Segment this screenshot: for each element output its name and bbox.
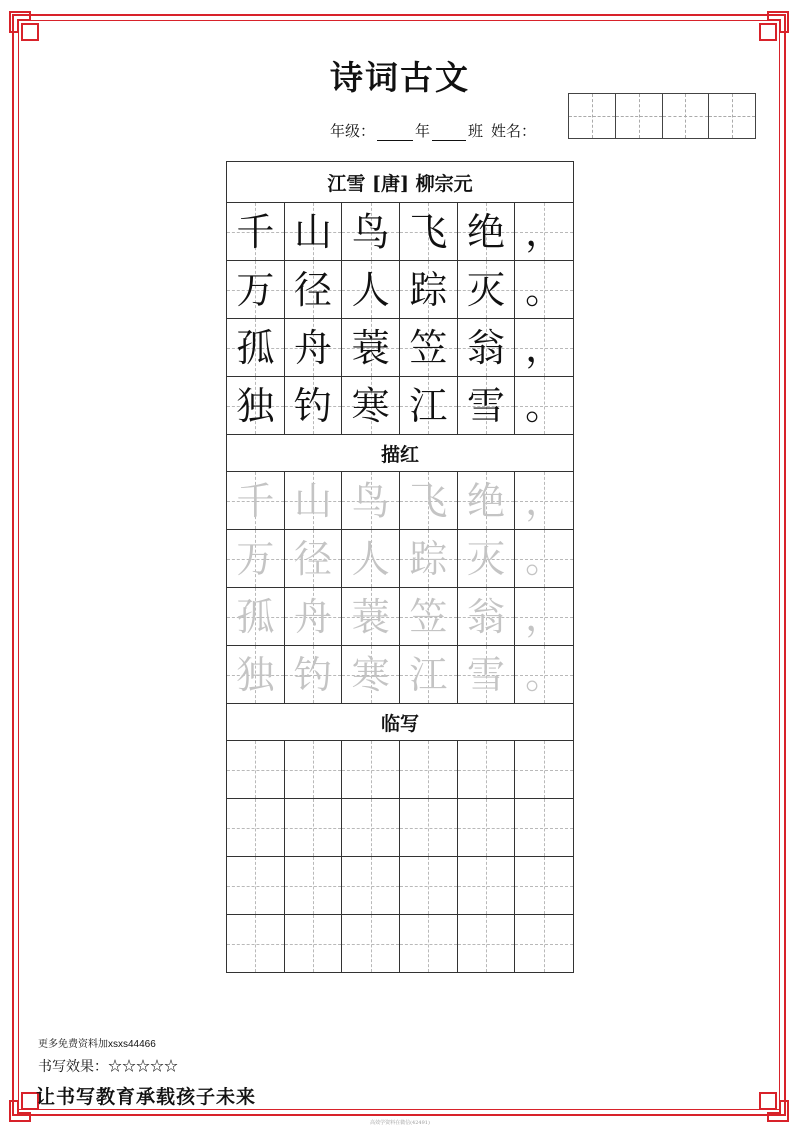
tian-grid-cell — [515, 319, 573, 376]
student-info-line — [330, 120, 536, 141]
tian-grid-cell — [458, 646, 516, 703]
writing-effect-rating — [38, 1056, 178, 1076]
tian-grid-cell[interactable] — [515, 915, 573, 972]
poem-character: 蓑 — [351, 325, 390, 370]
corner-ornament-icon — [754, 1087, 790, 1123]
poem-character: 山 — [294, 209, 333, 254]
poem-character: 寒 — [351, 383, 390, 428]
tian-grid-cell — [285, 203, 343, 260]
tian-grid-cell[interactable] — [285, 741, 343, 798]
poem-character: 。 — [525, 383, 564, 428]
poem-line-row — [227, 377, 573, 435]
grade-blank[interactable] — [377, 125, 413, 141]
poem-character: 人 — [351, 267, 390, 312]
poem-character: 独 — [236, 652, 275, 697]
practice-grid — [227, 741, 573, 972]
class-blank[interactable] — [432, 125, 466, 141]
tian-grid-cell — [285, 319, 343, 376]
tian-grid-cell — [515, 261, 573, 318]
tian-grid-cell — [515, 377, 573, 434]
poem-character: 翁 — [467, 594, 506, 639]
poem-character: 江 — [409, 383, 448, 428]
poem-character: 蓑 — [351, 594, 390, 639]
poem-character: 千 — [236, 209, 275, 254]
tiny-footer-text: 高效学资料在微信(42491) — [370, 1120, 430, 1126]
trace-line-row — [227, 530, 573, 588]
poem-character: 人 — [351, 536, 390, 581]
tian-grid-cell[interactable] — [400, 741, 458, 798]
poem-character: 飞 — [409, 478, 448, 523]
name-cell[interactable] — [569, 94, 616, 138]
tian-grid-cell — [342, 261, 400, 318]
poem-character: 绝 — [467, 209, 506, 254]
poem-line-row — [227, 203, 573, 261]
tian-grid-cell — [227, 646, 285, 703]
tian-grid-cell[interactable] — [515, 741, 573, 798]
tian-grid-cell — [342, 530, 400, 587]
tian-grid-cell[interactable] — [515, 857, 573, 914]
tian-grid-cell[interactable] — [458, 741, 516, 798]
poem-character: 千 — [236, 478, 275, 523]
poem-character: 万 — [236, 536, 275, 581]
practice-line-row — [227, 857, 573, 915]
poem-line-row — [227, 261, 573, 319]
poem-character: 翁 — [467, 325, 506, 370]
poem-character: 万 — [236, 267, 275, 312]
page-title: 诗词古文 — [330, 58, 470, 97]
tian-grid-cell — [285, 588, 343, 645]
tian-grid-cell[interactable] — [458, 915, 516, 972]
poem-character: 山 — [294, 478, 333, 523]
tian-grid-cell — [227, 472, 285, 529]
poem-character: ， — [525, 478, 564, 523]
tian-grid-cell[interactable] — [342, 915, 400, 972]
tian-grid-cell — [342, 377, 400, 434]
poem-character: 飞 — [409, 209, 448, 254]
trace-line-row — [227, 472, 573, 530]
poem-character: 鸟 — [351, 478, 390, 523]
poem-character: 钓 — [294, 652, 333, 697]
tian-grid-cell — [458, 377, 516, 434]
practice-line-row — [227, 799, 573, 857]
corner-ornament-icon — [754, 10, 790, 46]
tian-grid-cell — [285, 530, 343, 587]
poem-character: 。 — [525, 536, 564, 581]
tian-grid-cell[interactable] — [227, 741, 285, 798]
tian-grid-cell — [400, 203, 458, 260]
poem-line-row — [227, 319, 573, 377]
tian-grid-cell — [342, 203, 400, 260]
tian-grid-cell — [458, 203, 516, 260]
practice-line-row — [227, 915, 573, 972]
tian-grid-cell[interactable] — [227, 857, 285, 914]
tian-grid-cell[interactable] — [285, 799, 343, 856]
poem-character: ， — [525, 594, 564, 639]
tian-grid-cell — [227, 319, 285, 376]
tian-grid-cell — [227, 588, 285, 645]
poem-character: 鸟 — [351, 209, 390, 254]
poem-character: ， — [525, 325, 564, 370]
tian-grid-cell — [458, 319, 516, 376]
poem-heading: 江雪 [唐] 柳宗元 — [227, 162, 573, 203]
tian-grid-cell — [400, 646, 458, 703]
tian-grid-cell — [342, 646, 400, 703]
tian-grid-cell — [515, 588, 573, 645]
name-cell[interactable] — [663, 94, 710, 138]
grade-label: 年级： — [330, 122, 376, 140]
tian-grid-cell[interactable] — [342, 857, 400, 914]
poem-character: 钓 — [294, 383, 333, 428]
poem-character: 雪 — [467, 383, 506, 428]
year-label: 年 — [415, 122, 431, 140]
practice-line-row — [227, 741, 573, 799]
poem-character: 孤 — [236, 594, 275, 639]
tian-grid-cell — [458, 472, 516, 529]
poem-character: 独 — [236, 383, 275, 428]
poem-character: 绝 — [467, 478, 506, 523]
trace-line-row — [227, 588, 573, 646]
poem-character: 江 — [409, 652, 448, 697]
poem-character: 寒 — [351, 652, 390, 697]
poem-character: ， — [525, 209, 564, 254]
tian-grid-cell[interactable] — [400, 857, 458, 914]
tian-grid-cell — [515, 530, 573, 587]
tian-grid-cell — [227, 261, 285, 318]
tian-grid-cell[interactable] — [227, 799, 285, 856]
poem-character: 踪 — [409, 536, 448, 581]
poem-character: 舟 — [294, 594, 333, 639]
poem-character: 孤 — [236, 325, 275, 370]
tian-grid-cell — [400, 530, 458, 587]
tian-grid-cell[interactable] — [342, 741, 400, 798]
tian-grid-cell[interactable] — [458, 857, 516, 914]
effect-label: 书写效果： — [38, 1059, 108, 1075]
tian-grid-cell — [342, 319, 400, 376]
tian-grid-cell[interactable] — [400, 799, 458, 856]
poem-character: 雪 — [467, 652, 506, 697]
poem-character: 。 — [525, 652, 564, 697]
poem-character: 径 — [294, 267, 333, 312]
footer-note: 更多免费资料加xsxs44466 — [38, 1039, 156, 1050]
tian-grid-cell — [458, 588, 516, 645]
rating-stars[interactable]: ☆☆☆☆☆ — [108, 1059, 178, 1075]
tian-grid-cell — [285, 646, 343, 703]
poem-character: 径 — [294, 536, 333, 581]
tian-grid-cell — [285, 472, 343, 529]
tian-grid-cell — [285, 377, 343, 434]
name-writing-grid[interactable] — [568, 93, 756, 139]
tian-grid-cell[interactable] — [400, 915, 458, 972]
poem-grid — [227, 203, 573, 435]
tian-grid-cell[interactable] — [458, 799, 516, 856]
class-label: 班 — [468, 122, 484, 140]
tian-grid-cell — [400, 319, 458, 376]
tian-grid-cell — [458, 530, 516, 587]
tian-grid-cell[interactable] — [342, 799, 400, 856]
tian-grid-cell — [342, 472, 400, 529]
corner-ornament-icon — [8, 10, 44, 46]
tian-grid-cell[interactable] — [227, 915, 285, 972]
poem-character: 灭 — [467, 267, 506, 312]
slogan: 让书写教育承载孩子未来 — [36, 1086, 257, 1108]
practice-section-label: 临写 — [227, 704, 573, 741]
name-label: 姓名： — [491, 122, 537, 140]
tian-grid-cell — [515, 646, 573, 703]
poem-character: 灭 — [467, 536, 506, 581]
tian-grid-cell — [400, 377, 458, 434]
practice-sheet — [226, 161, 574, 973]
tian-grid-cell — [515, 203, 573, 260]
tian-grid-cell — [342, 588, 400, 645]
tian-grid-cell[interactable] — [515, 799, 573, 856]
poem-character: 笠 — [409, 325, 448, 370]
tian-grid-cell[interactable] — [285, 915, 343, 972]
tian-grid-cell — [285, 261, 343, 318]
name-cell[interactable] — [616, 94, 663, 138]
poem-character: 踪 — [409, 267, 448, 312]
tian-grid-cell — [515, 472, 573, 529]
tian-grid-cell — [400, 261, 458, 318]
tian-grid-cell[interactable] — [285, 857, 343, 914]
tian-grid-cell — [227, 203, 285, 260]
tian-grid-cell — [227, 377, 285, 434]
poem-character: 笠 — [409, 594, 448, 639]
name-cell[interactable] — [709, 94, 755, 138]
tian-grid-cell — [227, 530, 285, 587]
trace-grid — [227, 472, 573, 704]
trace-section-label: 描红 — [227, 435, 573, 472]
poem-character: 。 — [525, 267, 564, 312]
tian-grid-cell — [400, 472, 458, 529]
tian-grid-cell — [458, 261, 516, 318]
tian-grid-cell — [400, 588, 458, 645]
poem-character: 舟 — [294, 325, 333, 370]
trace-line-row — [227, 646, 573, 704]
